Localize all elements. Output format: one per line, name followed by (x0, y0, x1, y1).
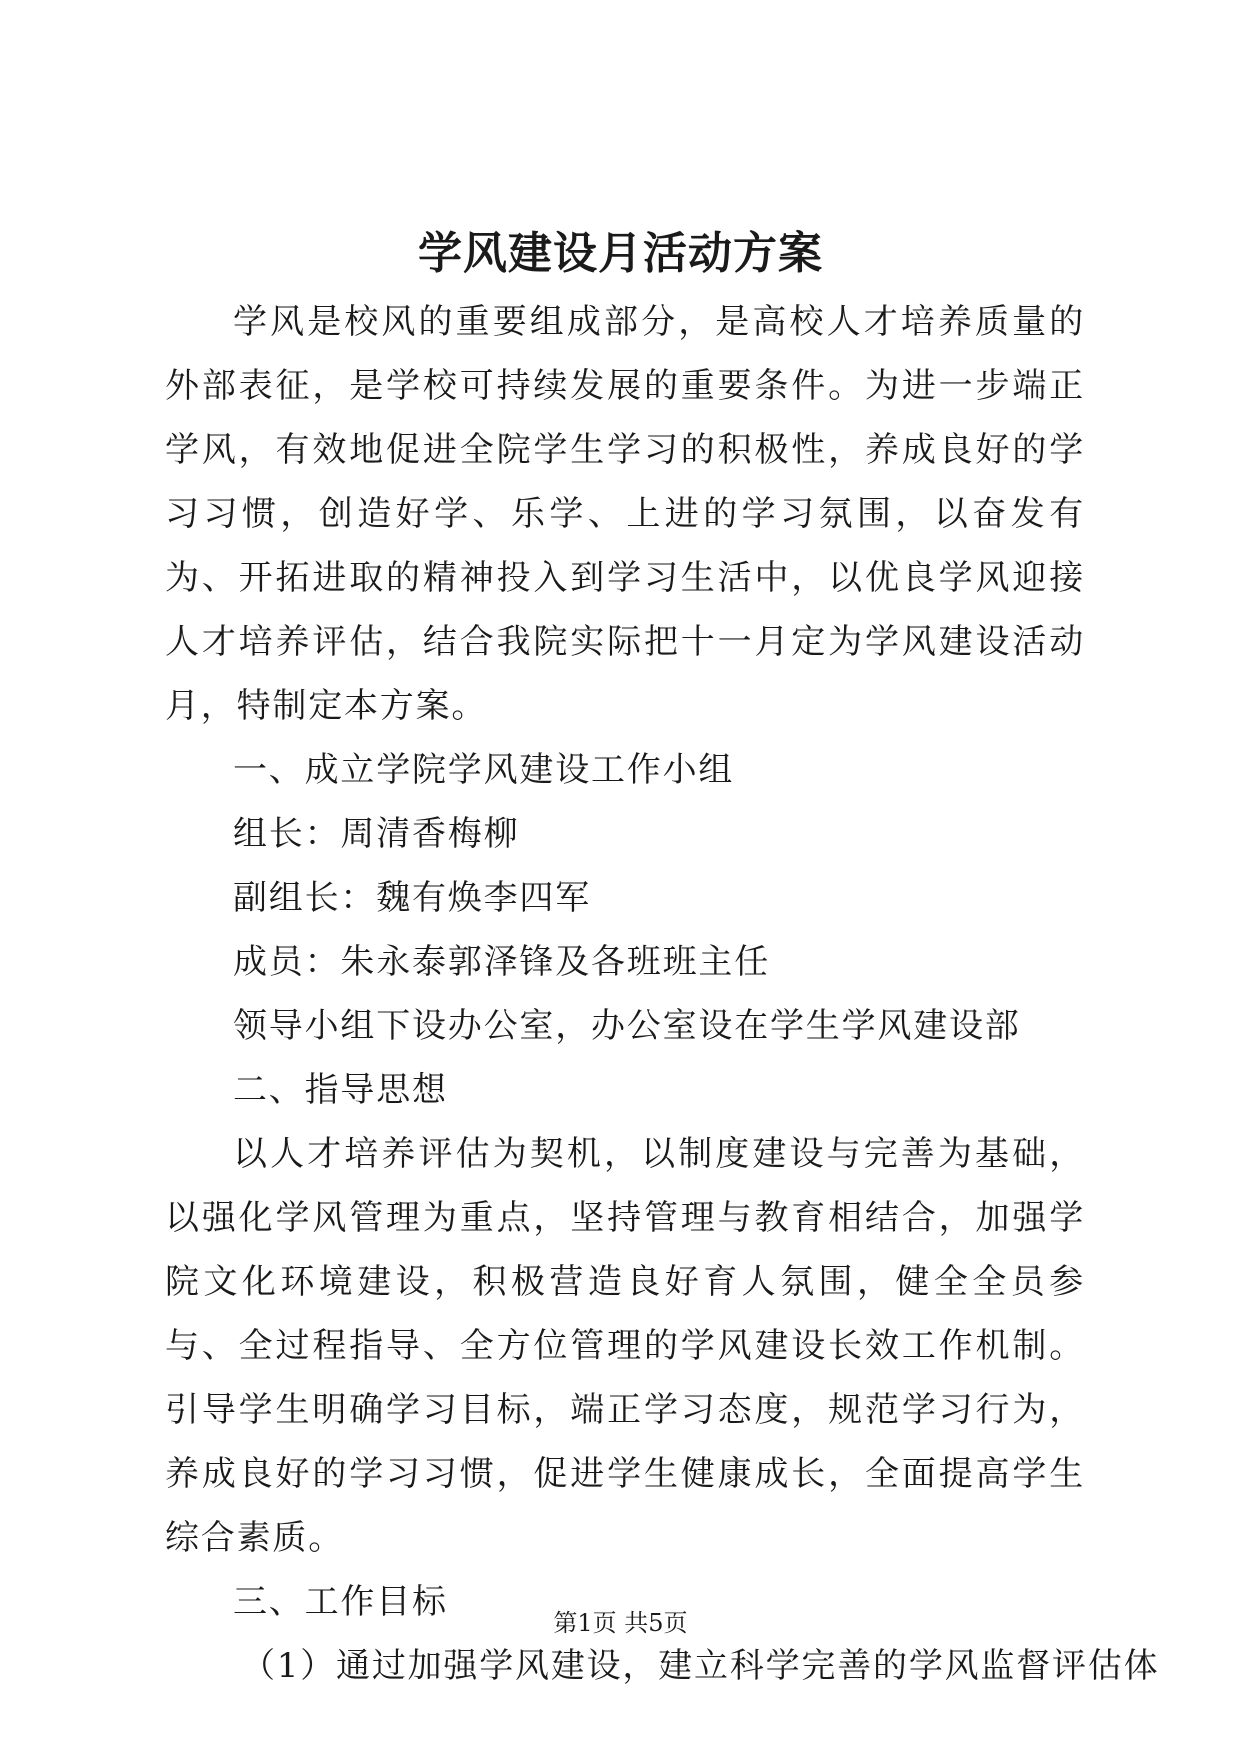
page-footer: 第1页 共5页 (553, 1609, 688, 1637)
document-body (165, 290, 1160, 1698)
office-line: 领导小组下设办公室，办公室设在学生学风建设部 (233, 1006, 1021, 1046)
leader-line: 组长：周清香梅柳 (233, 814, 520, 854)
document-title: 学风建设月活动方案 (418, 228, 823, 279)
section-heading-2: 二、指导思想 (233, 1070, 448, 1110)
section-heading-1: 一、成立学院学风建设工作小组 (233, 750, 735, 790)
guiding-paragraph: 以人才培养评估为契机，以制度建设与完善为基础，以强化学风管理为重点，坚持管理与教育相结合，加强学院文化环境建设，积极营造良好育人氛围，健全全员参与、全过程指导、全方位管理的学风建设长效工作机制。引导学生明确学习目标，端正学习态度，规范学习行为，养成良好的学习习惯，促进学生健康成长，全面提高学生综合素质。 (165, 1134, 1085, 1558)
members-line: 成员：朱永泰郭泽锋及各班班主任 (233, 942, 770, 982)
vice-leader-line: 副组长：魏有焕李四军 (233, 878, 591, 918)
section-heading-3: 三、工作目标 (233, 1582, 448, 1622)
goal-1-line: （1）通过加强学风建设，建立科学完善的学风监督评估体 (241, 1646, 1160, 1686)
intro-paragraph: 学风是校风的重要组成部分，是高校人才培养质量的外部表征，是学校可持续发展的重要条件。为进一步端正学风，有效地促进全院学生学习的积极性，养成良好的学习习惯，创造好学、乐学、上进的学习氛围，以奋发有为、开拓进取的精神投入到学习生活中，以优良学风迎接人才培养评估，结合我院实际把十一月定为学风建设活动月，特制定本方案。 (165, 302, 1085, 726)
